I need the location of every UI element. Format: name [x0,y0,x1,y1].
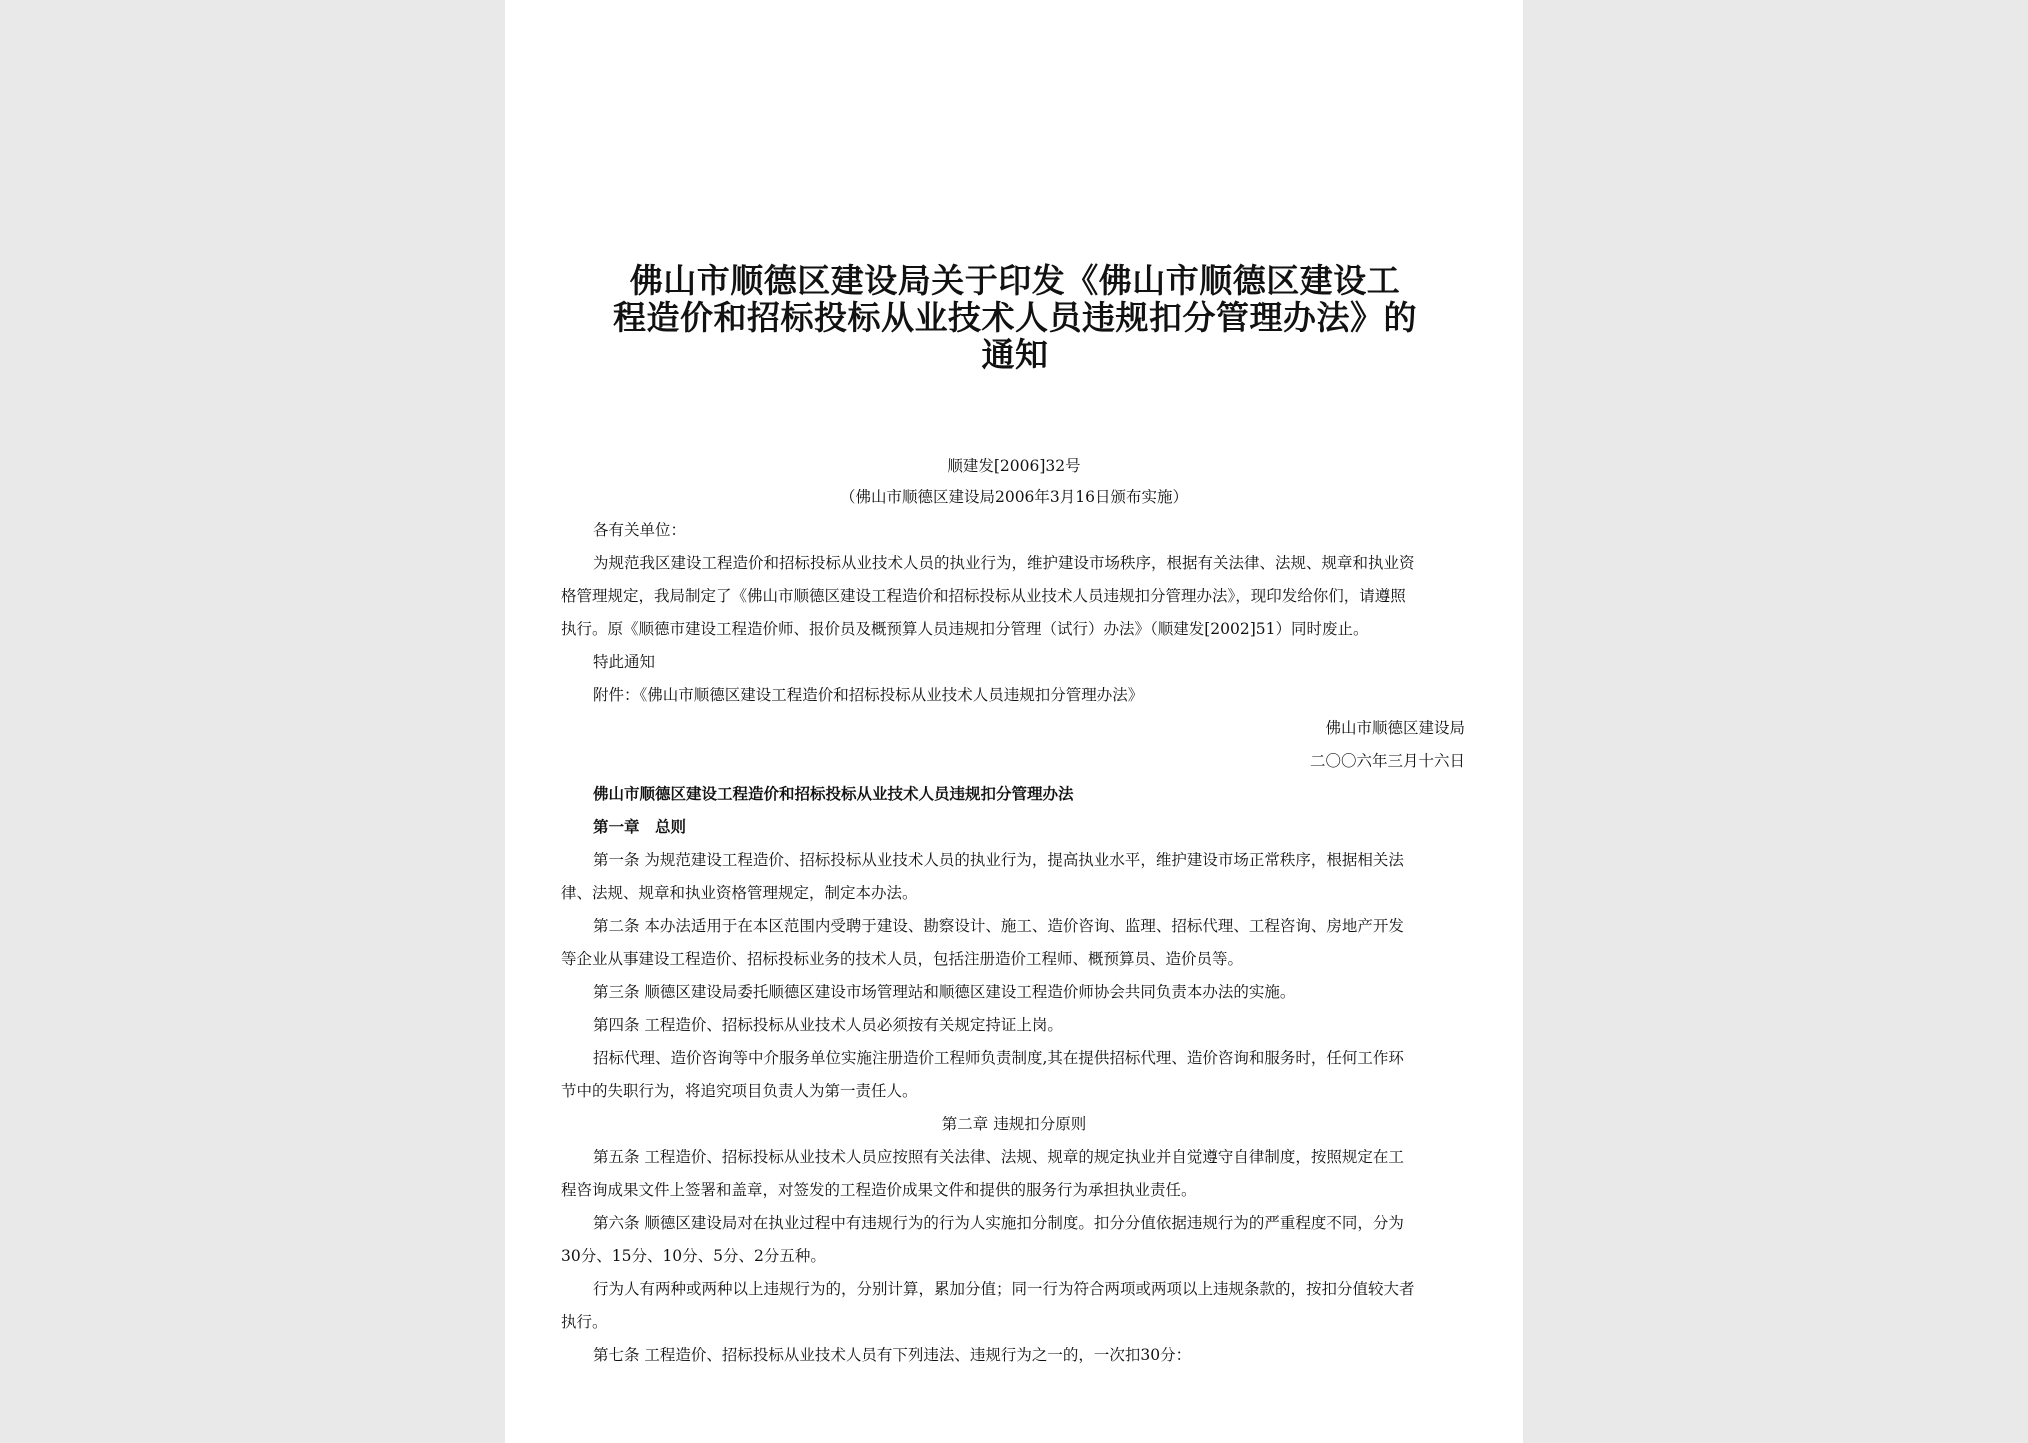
title-line-3: 通知 [981,335,1049,374]
article-3: 第三条 顺德区建设局委托顺德区建设市场管理站和顺德区建设工程造价师协会共同负责本办法的实施。 [593,983,1296,1001]
salutation: 各有关单位： [593,521,687,539]
doc-number: 顺建发[2006]32号 [947,457,1081,475]
article-6b-line-2: 执行。 [561,1313,608,1331]
article-2-line-1: 第二条 本办法适用于在本区范围内受聘于建设、勘察设计、施工、造价咨询、监理、招标代理、工程咨询、房地产开发 [593,917,1404,935]
signature-org: 佛山市顺德区建设局 [1325,719,1465,737]
attachment-text: 附件：《佛山市顺德区建设工程造价和招标投标从业技术人员违规扣分管理办法》 [593,686,1144,704]
article-7: 第七条 工程造价、招标投标从业技术人员有下列违法、违规行为之一的，一次扣30分： [593,1346,1192,1364]
document-page [505,0,1523,1443]
intro-line-2: 格管理规定，我局制定了《佛山市顺德区建设工程造价和招标投标从业技术人员违规扣分管理办法》，现印发给你们，请遵照 [561,587,1406,605]
rules-title: 佛山市顺德区建设工程造价和招标投标从业技术人员违规扣分管理办法 [593,784,1074,803]
article-4: 第四条 工程造价、招标投标从业技术人员必须按有关规定持证上岗。 [593,1016,1063,1034]
issue-note: （佛山市顺德区建设局2006年3月16日颁布实施） [839,488,1189,506]
article-4b-line-2: 节中的失职行为，将追究项目负责人为第一责任人。 [561,1082,918,1100]
document-title [565,262,1465,373]
notice-text: 特此通知 [593,653,656,671]
article-6-line-2: 30分、15分、10分、5分、2分五种。 [561,1247,826,1265]
intro-line-1: 为规范我区建设工程造价和招标投标从业技术人员的执业行为，维护建设市场秩序，根据有关法律、法规、规章和执业资 [593,554,1415,572]
article-1-line-1: 第一条 为规范建设工程造价、招标投标从业技术人员的执业行为，提高执业水平，维护建设市场正常秩序，根据相关法 [593,851,1404,869]
article-2-line-2: 等企业从事建设工程造价、招标投标业务的技术人员，包括注册造价工程师、概预算员、造价员等。 [561,950,1244,968]
chapter-1-heading: 第一章 总则 [593,817,687,836]
article-5-line-2: 程咨询成果文件上签署和盖章，对签发的工程造价成果文件和提供的服务行为承担执业责任。 [561,1181,1197,1199]
chapter-2-heading: 第二章 违规扣分原则 [941,1115,1087,1133]
signature-date: 二〇〇六年三月十六日 [1309,752,1465,770]
article-6b-line-1: 行为人有两种或两种以上违规行为的，分别计算，累加分值；同一行为符合两项或两项以上违规条款的，按扣分值较大者 [593,1280,1415,1298]
article-5-line-1: 第五条 工程造价、招标投标从业技术人员应按照有关法律、法规、规章的规定执业并自觉遵守自律制度，按照规定在工 [593,1148,1404,1166]
title-line-2: 程造价和招标投标从业技术人员违规扣分管理办法》的 [613,298,1417,337]
article-1-line-2: 律、法规、规章和执业资格管理规定，制定本办法。 [561,884,918,902]
article-4b-line-1: 招标代理、造价咨询等中介服务单位实施注册造价工程师负责制度,其在提供招标代理、造价咨询和服务时，任何工作环 [593,1049,1404,1067]
intro-line-3: 执行。原《顺德市建设工程造价师、报价员及概预算人员违规扣分管理（试行）办法》（顺建发[2002]51）同时废止。 [561,620,1369,638]
title-line-1: 佛山市顺德区建设局关于印发《佛山市顺德区建设工 [629,261,1401,300]
article-6-line-1: 第六条 顺德区建设局对在执业过程中有违规行为的行为人实施扣分制度。扣分分值依据违规行为的严重程度不同，分为 [593,1214,1404,1232]
